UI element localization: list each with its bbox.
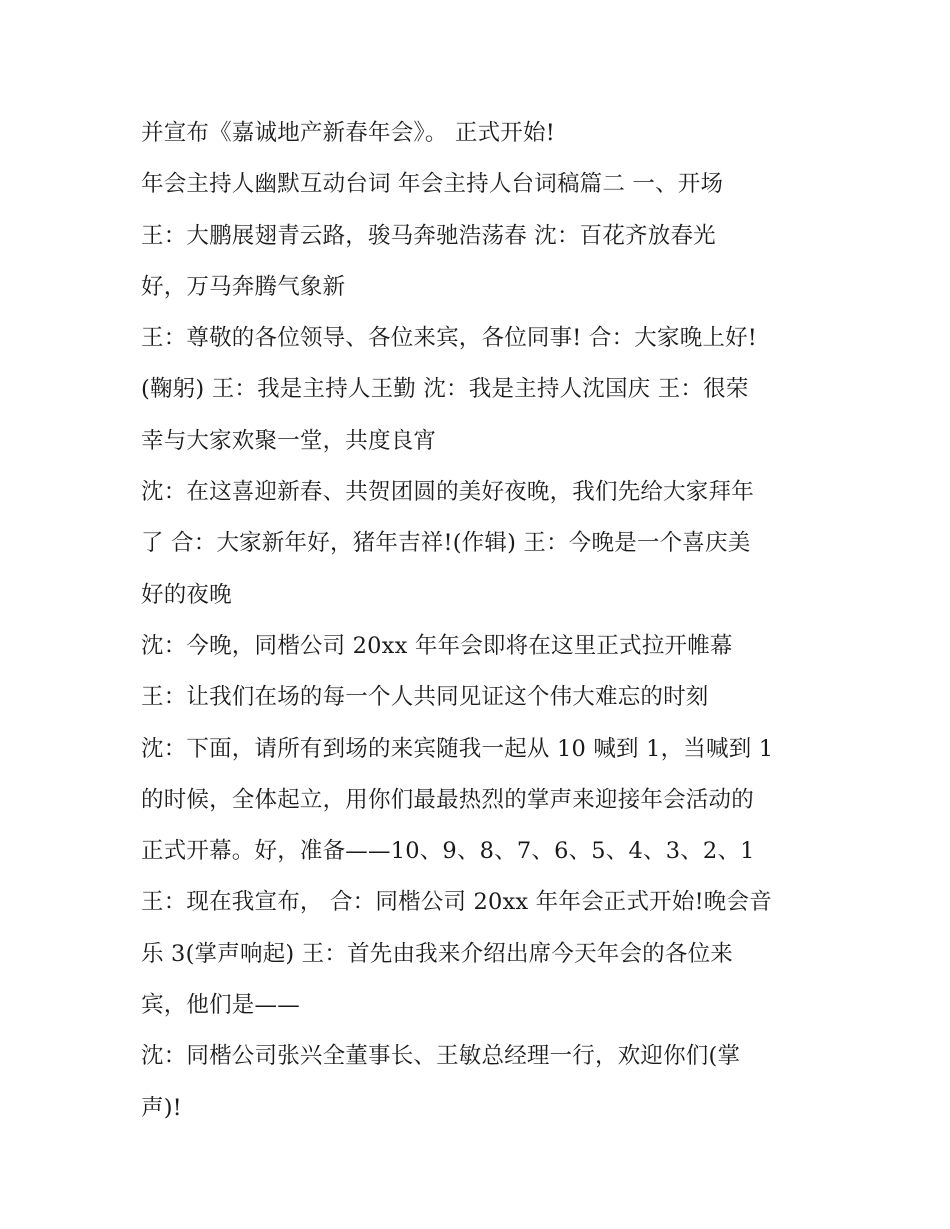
text-line-17: 乐 3(掌声响起) 王：首先由我来介绍出席今天年会的各位来	[141, 940, 733, 967]
text-line-8: 沈：在这喜迎新春、共贺团圆的美好夜晚，我们先给大家拜年	[141, 479, 754, 506]
text-line-2: 年会主持人幽默互动台词 年会主持人台词稿篇二 一、开场	[141, 171, 724, 198]
text-line-16: 王：现在我宣布， 合：同楷公司 20xx 年年会正式开始!晚会音	[141, 889, 772, 916]
text-line-18: 宾，他们是——	[141, 992, 300, 1019]
text-line-15: 正式开幕。好，准备——10、9、8、7、6、5、4、3、2、1	[141, 838, 755, 865]
text-line-4: 好，万马奔腾气象新	[141, 273, 346, 300]
text-line-19: 沈：同楷公司张兴全董事长、王敏总经理一行，欢迎你们(掌	[141, 1043, 741, 1070]
text-line-9: 了 合：大家新年好，猪年吉祥!(作辑) 王：今晚是一个喜庆美	[141, 530, 751, 557]
text-line-1: 并宣布《嘉诚地产新春年会》。 正式开始!	[141, 120, 555, 146]
text-line-20: 声)!	[141, 1094, 182, 1121]
text-line-13: 沈：下面，请所有到场的来宾随我一起从 10 喊到 1，当喊到 1	[141, 735, 774, 762]
document-body	[141, 108, 821, 1134]
text-line-6: (鞠躬) 王：我是主持人王勤 沈：我是主持人沈国庆 王：很荣	[141, 376, 749, 403]
text-line-12: 王：让我们在场的每一个人共同见证这个伟大难忘的时刻	[141, 684, 709, 711]
text-line-11: 沈：今晚，同楷公司 20xx 年年会即将在这里正式拉开帷幕	[141, 632, 733, 659]
text-line-7: 幸与大家欢聚一堂，共度良宵	[141, 427, 437, 454]
text-line-5: 王：尊敬的各位领导、各位来宾，各位同事! 合：大家晚上好!	[141, 325, 758, 352]
text-line-10: 好的夜晚	[141, 581, 232, 608]
text-line-14: 的时候，全体起立，用你们最最热烈的掌声来迎接年会活动的	[141, 786, 754, 813]
text-line-3: 王：大鹏展翅青云路，骏马奔驰浩荡春 沈：百花齐放春光	[141, 222, 716, 249]
